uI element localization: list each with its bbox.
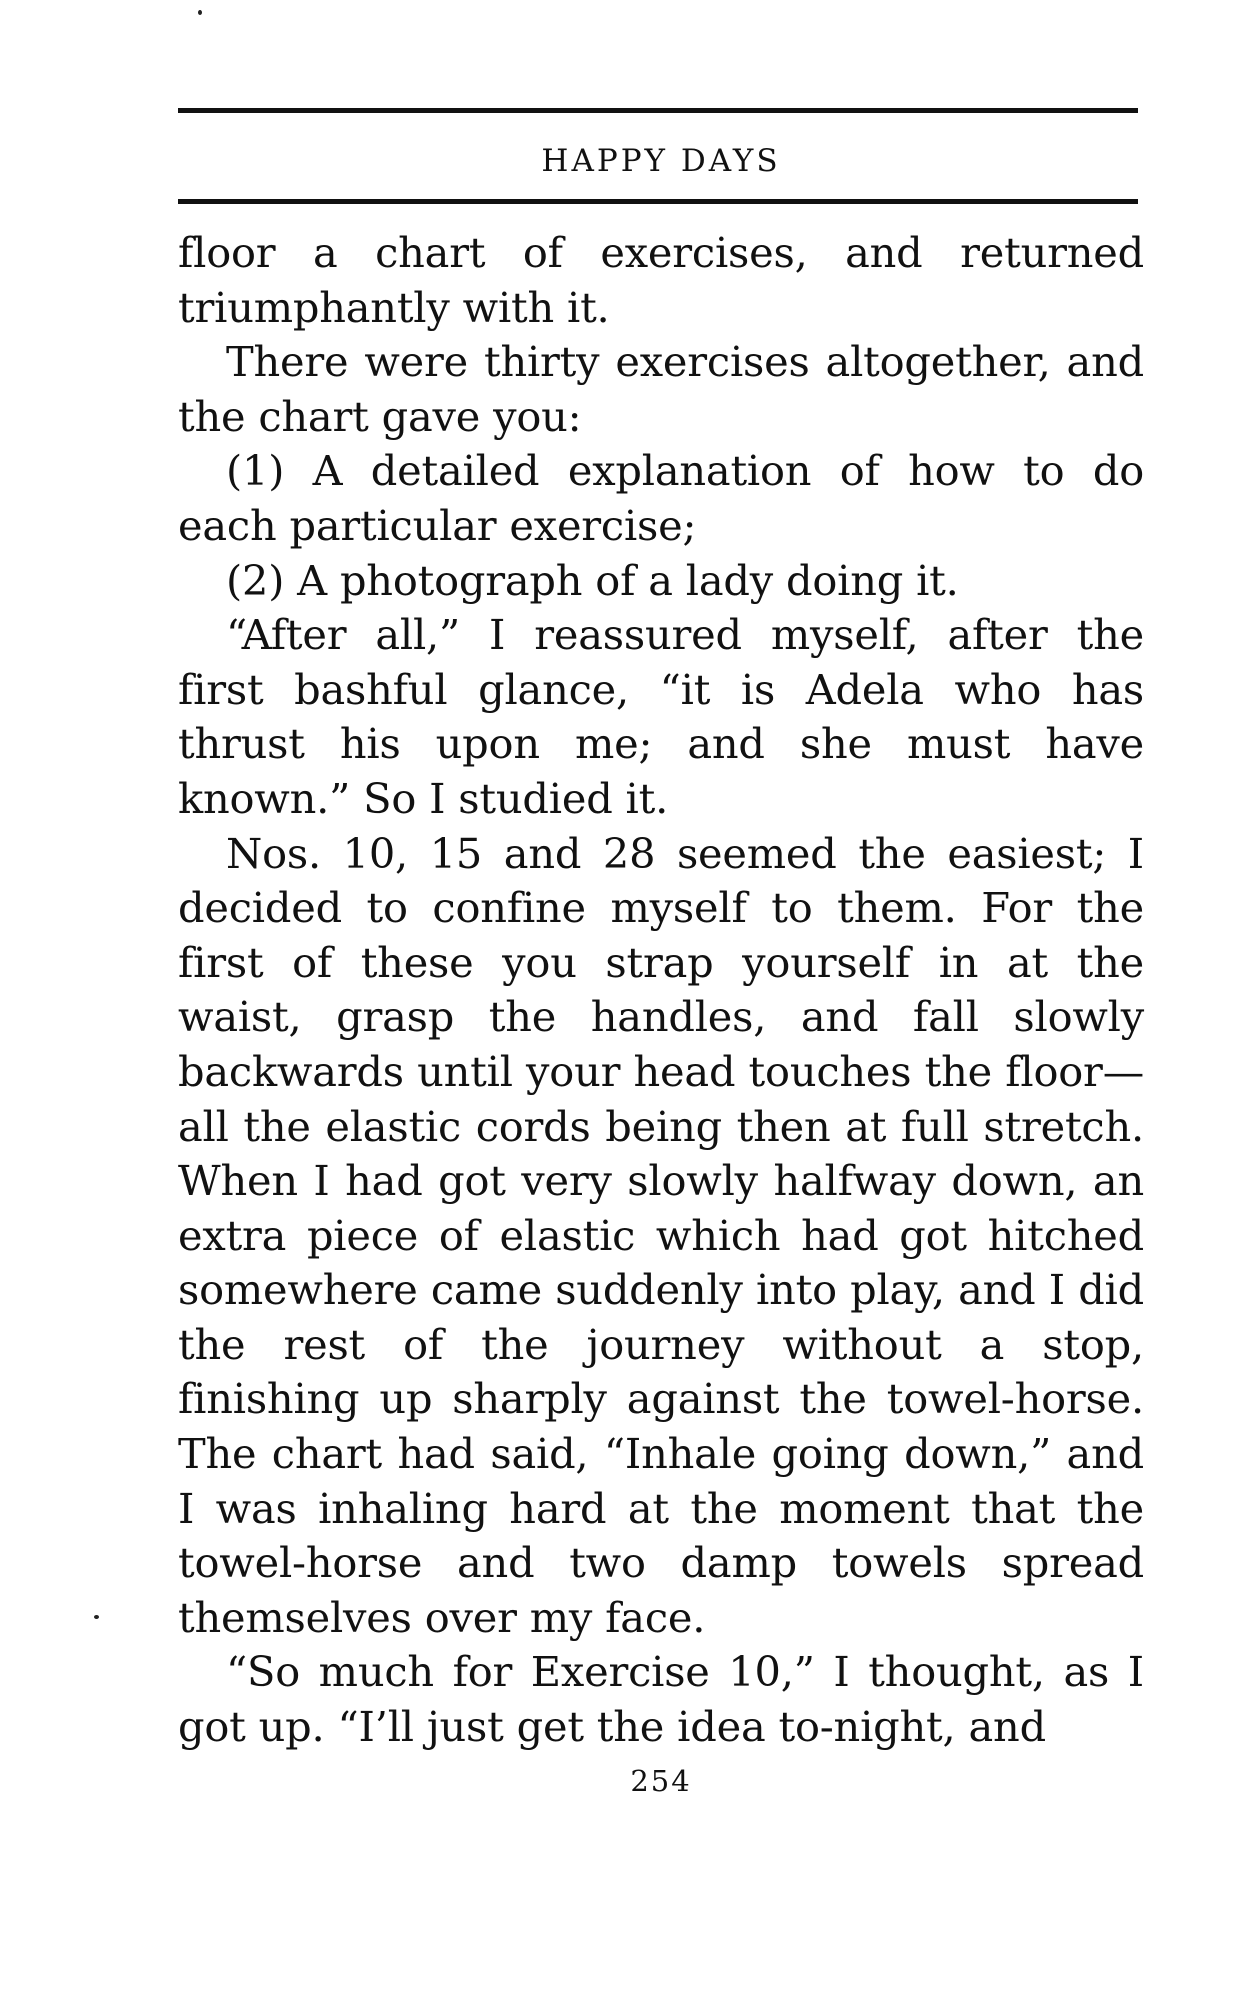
paragraph: There were thirty exercises altogether, and the chart gave you:: [178, 337, 1144, 441]
paragraph: Nos. 10, 15 and 28 seemed the easiest; I decided to confine myself to them. For the first of these you strap yourself in at the waist, grasp the handles, and fall slowly backwards until your head touches the floor—all the elastic cords being then at full stretch. When I had got very slowly halfway down, an extra piece of elastic which had got hitched somewhere came suddenly into play, and I did the rest of the journey without a stop, finishing up sharply against the towel-horse. The chart had said, “Inhale going down,” and I was inhaling hard at the moment that the towel-horse and two damp towels spread themselves over my face.: [178, 828, 1144, 1642]
ink-speck: [198, 10, 202, 15]
page-number: 254: [630, 1763, 692, 1798]
ink-speck: [94, 1615, 99, 1619]
paragraph: “After all,” I reassured myself, after the first bashful glance, “it is Adela who has thrust his upon me; and she must have known.” So I studied it.: [178, 610, 1144, 823]
paragraph: “So much for Exercise 10,” I thought, as I got up. “I’ll just get the idea to-night, and: [178, 1647, 1144, 1752]
header-rule-bottom: [178, 199, 1138, 204]
paragraph: (2) A photograph of a lady doing it.: [226, 555, 959, 605]
paragraph: (1) A detailed explanation of how to do each particular exercise;: [178, 446, 1144, 550]
header-rule-top: [178, 108, 1138, 113]
book-page: [178, 108, 1144, 1801]
body-text: [178, 226, 1144, 1755]
running-head: HAPPY DAYS: [541, 143, 781, 179]
paragraph: floor a chart of exercises, and returned triumphantly with it.: [178, 228, 1144, 332]
